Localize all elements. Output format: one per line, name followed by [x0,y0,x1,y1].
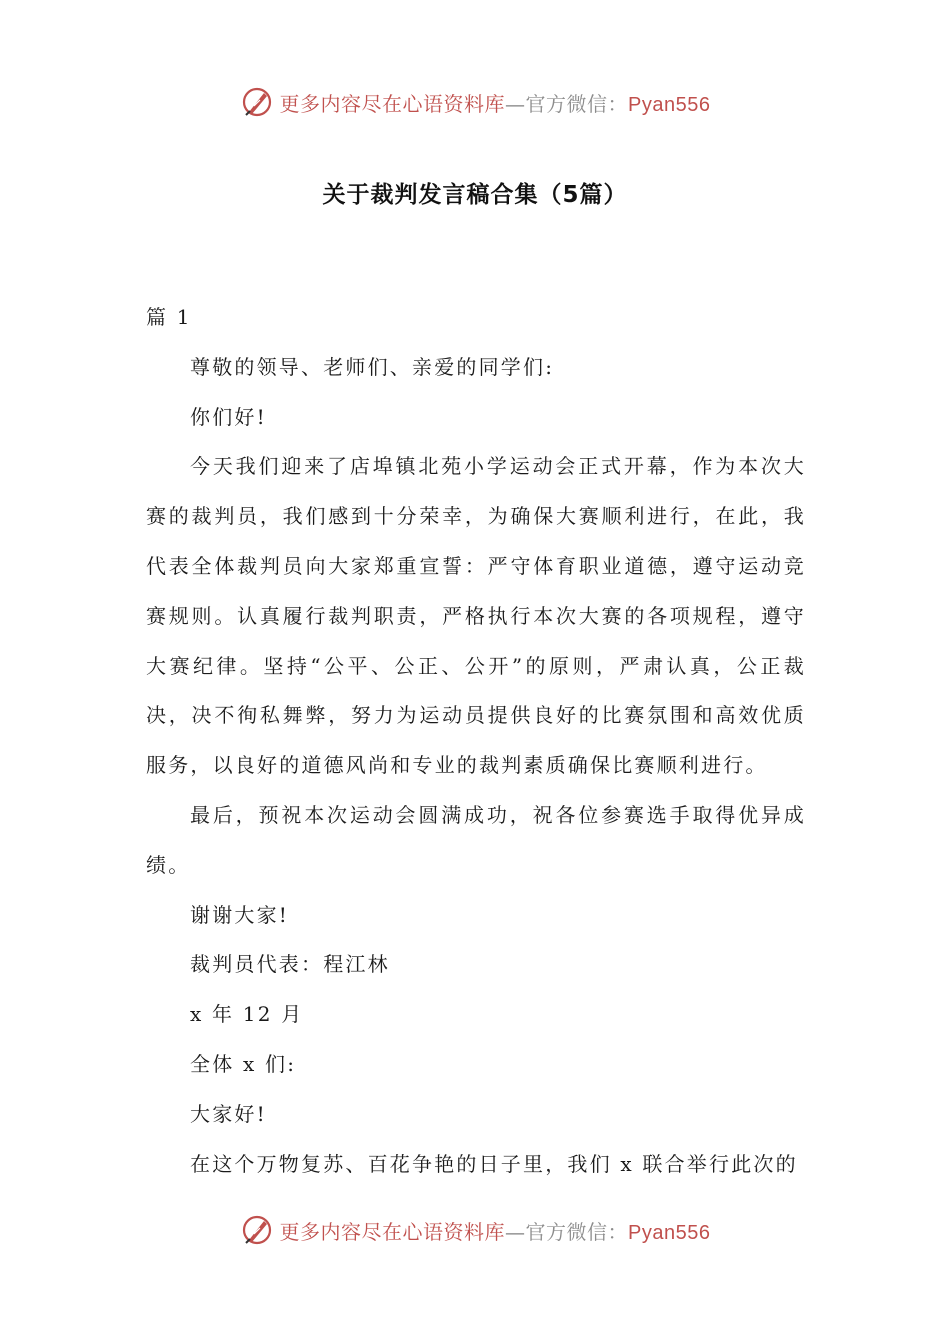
paragraph-closing-wish: 最后，预祝本次运动会圆满成功，祝各位参赛选手取得优异成绩。 [146,802,806,877]
paragraph-greeting-2: 大家好! [190,1101,267,1126]
paragraph-salutation: 尊敬的领导、老师们、亲爱的同学们: [190,354,555,379]
banner-wechat-id: Pyan556 [628,1221,711,1244]
banner-wechat-label: 官方微信： [525,91,629,116]
paragraph-opening-2: 在这个万物复苏、百花争艳的日子里，我们 x 联合举行此次的 [190,1151,798,1176]
document-title: 关于裁判发言稿合集（5篇） [322,182,628,208]
paragraph-signature: 裁判员代表：程江林 [190,952,390,977]
banner-text [280,1216,711,1245]
banner-dash: — [505,91,526,116]
paragraph-greeting: 你们好! [190,404,267,429]
document-body [146,293,806,1189]
header-banner [0,80,950,124]
quill-logo-icon [240,85,274,119]
banner-wechat-label: 官方微信： [525,1219,629,1244]
paragraph-salutation-2: 全体 x 们: [190,1051,297,1076]
banner-dash: — [505,1219,526,1244]
paragraph-thanks: 谢谢大家! [190,902,290,927]
quill-logo-icon [240,1213,274,1247]
banner-text [280,88,711,117]
section-heading: 篇 1 [146,305,192,329]
paragraph-date: x 年 12 月 [190,1002,304,1027]
paragraph-oath: 今天我们迎来了店埠镇北苑小学运动会正式开幕，作为本次大赛的裁判员，我们感到十分荣幸，为确保大赛顺利进行，在此，我代表全体裁判员向大家郑重宣誓：严守体育职业道德，遵守运动竞赛规则。认真履行裁判职责，严格执行本次大赛的各项规程，遵守大赛纪律。坚持“公平、公正、公开”的原则，严肃认真，公正裁决，决不徇私舞弊，努力为运动员提供良好的比赛氛围和高效优质服务，以良好的道德风尚和专业的裁判素质确保比赛顺利进行。 [146,454,806,778]
footer-banner [0,1208,950,1252]
banner-main-text: 更多内容尽在心语资料库 [279,91,506,116]
banner-wechat-id: Pyan556 [628,93,711,116]
banner-main-text: 更多内容尽在心语资料库 [279,1219,506,1244]
